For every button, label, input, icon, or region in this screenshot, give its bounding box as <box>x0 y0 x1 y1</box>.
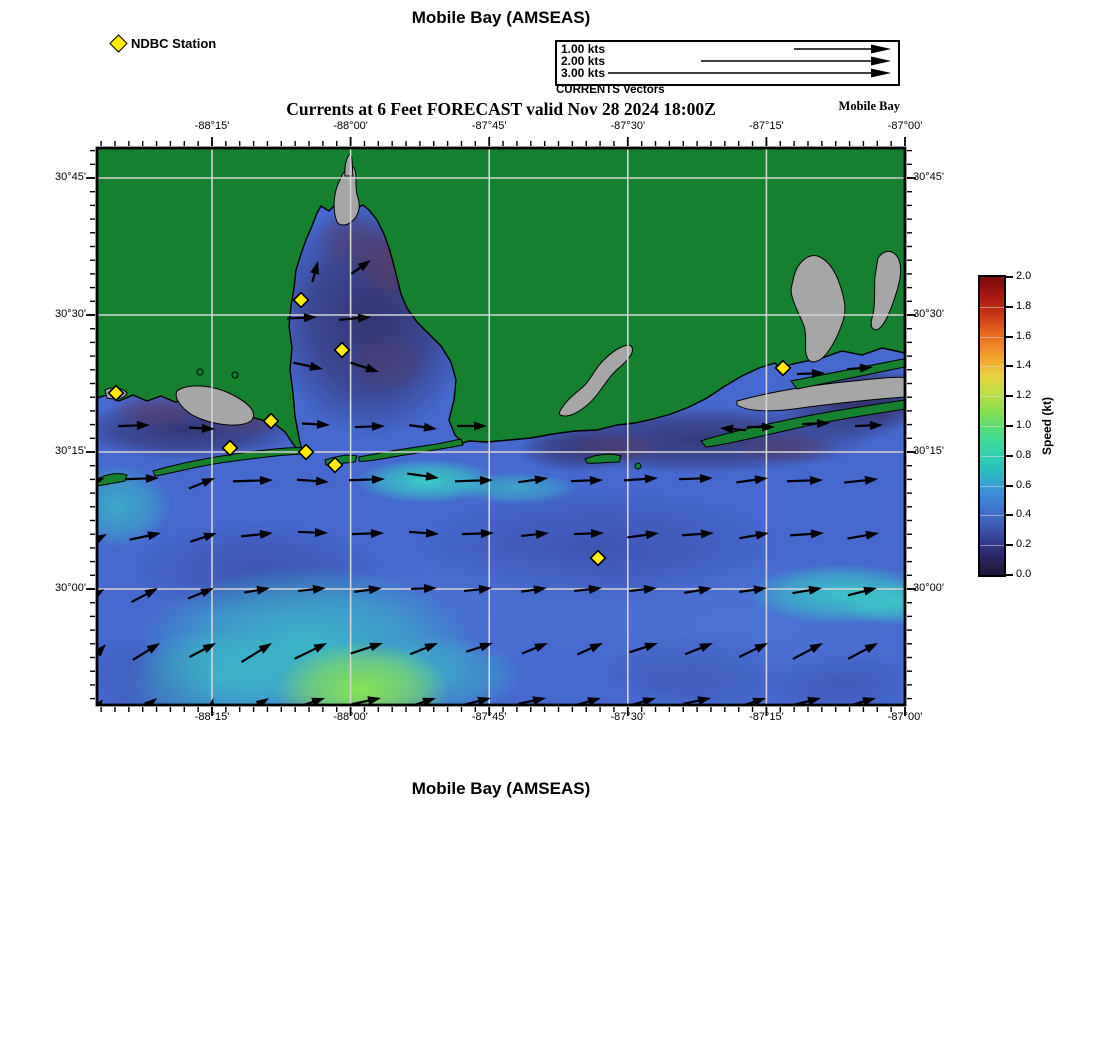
region-label: Mobile Bay <box>838 99 900 113</box>
lat-tick-label: 30°45' <box>55 171 86 183</box>
lat-tick-label: 30°15' <box>55 445 86 457</box>
colorbar-tick <box>1006 514 1013 516</box>
map-svg <box>85 136 917 717</box>
lon-tick-label: -87°00' <box>887 711 923 723</box>
page-title: Mobile Bay (AMSEAS) <box>411 8 591 27</box>
colorbar-tick <box>1006 365 1013 367</box>
colorbar-tick-label: 0.4 <box>1016 508 1032 521</box>
colorbar-tick-label: 1.2 <box>1016 389 1032 402</box>
lon-axis-top <box>97 120 923 134</box>
colorbar-tick-label: 0.6 <box>1016 478 1032 491</box>
colorbar-tick-label: 0.0 <box>1016 568 1032 580</box>
colorbar-gridline <box>980 307 1004 308</box>
map-plot <box>85 136 917 717</box>
colorbar-gridline <box>980 545 1004 546</box>
vector-scale-legend <box>555 40 900 86</box>
lat-tick-label: 30°00' <box>55 582 86 594</box>
ndbc-station-legend <box>112 36 216 51</box>
lon-tick-label: -87°15' <box>749 120 784 132</box>
vectors-caption: CURRENTS Vectors <box>556 84 665 96</box>
forecast-subtitle: Currents at 6 Feet FORECAST valid Nov 28 2024 18:00Z <box>286 99 716 119</box>
colorbar-gridline <box>980 366 1004 367</box>
lat-tick-label: 30°30' <box>913 308 944 320</box>
colorbar-tick <box>1006 574 1013 576</box>
lon-tick-label: -87°45' <box>471 711 507 723</box>
colorbar-gridline <box>980 486 1004 487</box>
lon-tick-label: -88°15' <box>194 711 230 723</box>
colorbar-gridline <box>980 396 1004 397</box>
colorbar-tick-label: 2.0 <box>1016 270 1032 282</box>
colorbar-region <box>978 270 1098 580</box>
colorbar-gridline <box>980 456 1004 457</box>
colorbar-tick <box>1006 425 1013 427</box>
lat-tick-label: 30°15' <box>913 445 944 457</box>
colorbar-tick <box>1006 485 1013 487</box>
svg-text:3.00 kts: 3.00 kts <box>561 66 606 79</box>
colorbar-tick-label: 0.8 <box>1016 448 1032 461</box>
colorbar-tick <box>1006 336 1013 338</box>
colorbar-gridline <box>980 515 1004 516</box>
colorbar-title: Speed (kt) <box>1040 396 1054 456</box>
lon-tick-label: -88°15' <box>194 120 230 132</box>
colorbar-tick-label: 1.0 <box>1016 419 1032 431</box>
lon-tick-label: -88°00' <box>333 711 368 723</box>
svg-text:1.00 kts: 1.00 kts <box>561 42 606 56</box>
ndbc-station-label: NDBC Station <box>131 36 217 51</box>
lon-tick-label: -87°45' <box>471 120 507 132</box>
colorbar-tick <box>1006 306 1013 308</box>
lon-tick-label: -87°00' <box>887 120 923 132</box>
lat-tick-label: 30°45' <box>913 171 944 183</box>
lon-tick-label: -87°15' <box>749 711 784 723</box>
lon-tick-label: -87°30' <box>610 711 646 723</box>
colorbar-tick-label: 1.4 <box>1016 359 1032 372</box>
colorbar-tick <box>1006 395 1013 397</box>
footer-title: Mobile Bay (AMSEAS) <box>411 779 591 798</box>
lat-tick-label: 30°30' <box>55 308 86 320</box>
ndbc-station-diamond-icon <box>109 34 127 52</box>
colorbar-tick <box>1006 276 1013 278</box>
colorbar-tick-label: 0.2 <box>1016 538 1032 551</box>
colorbar-tick-label: 1.6 <box>1016 329 1032 342</box>
lon-tick-label: -87°30' <box>610 120 646 132</box>
lat-axis-left <box>0 148 90 705</box>
colorbar-gridline <box>980 337 1004 338</box>
lon-tick-label: -88°00' <box>333 120 368 132</box>
colorbar-tick-label: 1.8 <box>1016 299 1032 312</box>
colorbar-gridline <box>980 426 1004 427</box>
colorbar-tick <box>1006 544 1013 546</box>
colorbar-tick <box>1006 455 1013 457</box>
svg-text:2.00 kts: 2.00 kts <box>561 54 606 68</box>
lat-tick-label: 30°00' <box>913 582 944 594</box>
vector-scale-rows <box>557 42 893 79</box>
